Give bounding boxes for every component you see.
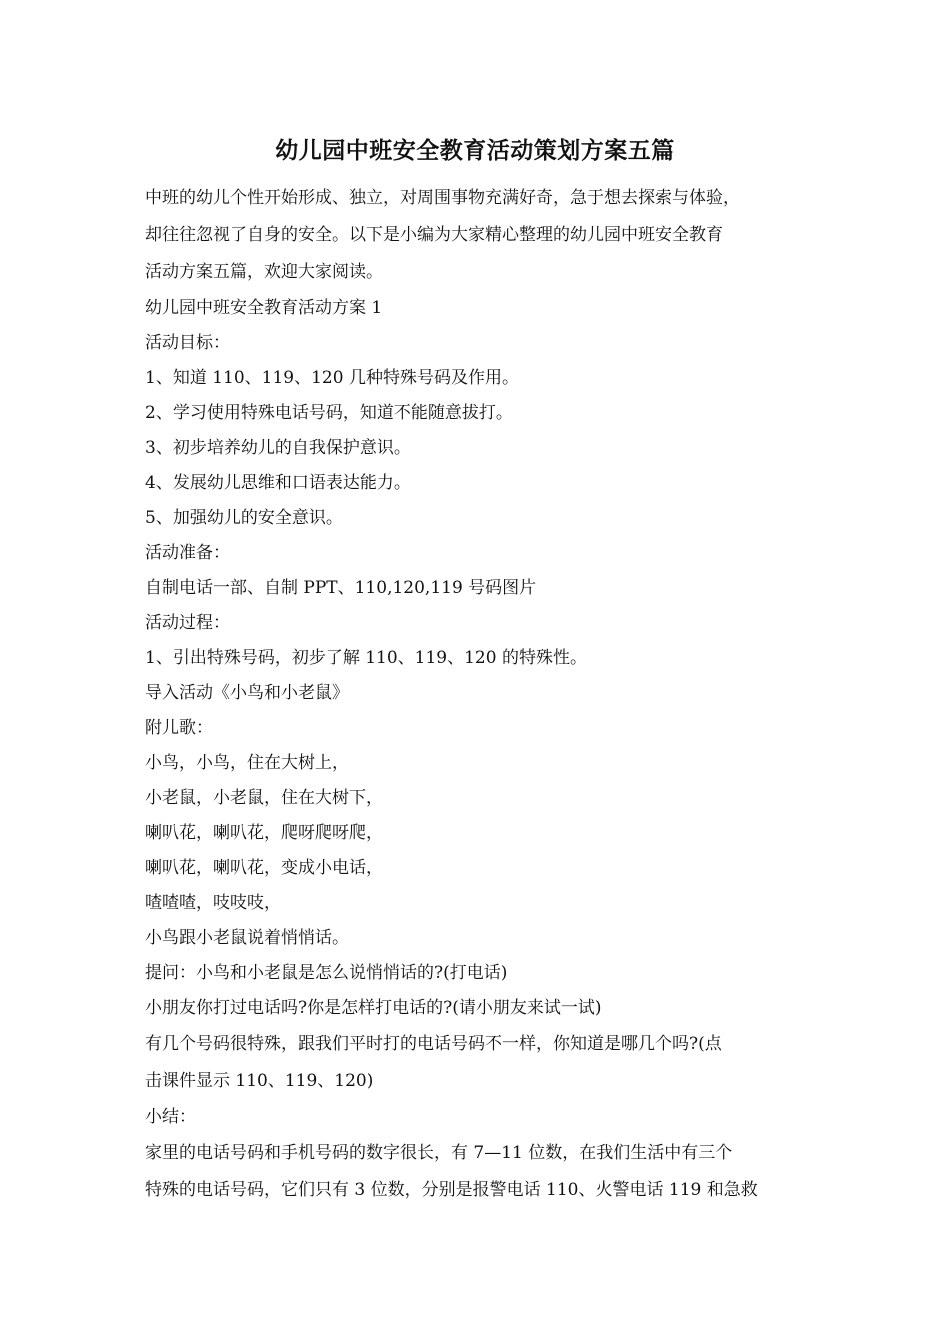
intro-activity: 导入活动《小鸟和小老鼠》 [145,683,349,703]
document-body [145,180,815,1209]
goal-item-1: 1、知道 110、119、120 几种特殊号码及作用。 [145,368,519,388]
song-line-1: 小鸟，小鸟，住在大树上， [145,753,349,773]
process-step-1: 1、引出特殊号码，初步了解 110、119、120 的特殊性。 [145,648,587,668]
preparation-label: 活动准备： [145,543,230,563]
song-label: 附儿歌： [145,718,213,738]
summary-label: 小结： [145,1107,196,1127]
goals-label: 活动目标： [145,333,230,353]
song-line-5: 喳喳喳，吱吱吱， [145,893,281,913]
question-3-line-2: 击课件显示 110、119、120) [145,1071,374,1091]
goal-item-2: 2、学习使用特殊电话号码，知道不能随意拔打。 [145,403,513,423]
question-2: 小朋友你打过电话吗?你是怎样打电话的?(请小朋友来试一试) [145,998,602,1018]
goal-item-3: 3、初步培养幼儿的自我保护意识。 [145,438,411,458]
song-line-2: 小老鼠，小老鼠，住在大树下， [145,788,383,808]
section-heading: 幼儿园中班安全教育活动方案 1 [145,298,383,318]
goal-item-4: 4、发展幼儿思维和口语表达能力。 [145,473,411,493]
process-label: 活动过程： [145,613,230,633]
goal-item-5: 5、加强幼儿的安全意识。 [145,508,343,528]
question-3-line-1: 有几个号码很特殊，跟我们平时打的电话号码不一样，你知道是哪几个吗?(点 [145,1034,722,1054]
song-line-3: 喇叭花，喇叭花，爬呀爬呀爬， [145,823,383,843]
document-title: 幼儿园中班安全教育活动策划方案五篇 [275,137,675,164]
preparation-text: 自制电话一部、自制 PPT、110,120,119 号码图片 [145,578,537,598]
summary-line-2: 特殊的电话号码，它们只有 3 位数，分别是报警电话 110、火警电话 119 和急救 [145,1180,758,1200]
question-1: 提问：小鸟和小老鼠是怎么说悄悄话的?(打电话) [145,963,508,983]
intro-line-3: 活动方案五篇，欢迎大家阅读。 [145,262,383,282]
song-line-4: 喇叭花，喇叭花，变成小电话， [145,858,383,878]
song-line-6: 小鸟跟小老鼠说着悄悄话。 [145,928,349,948]
intro-line-1: 中班的幼儿个性开始形成、独立，对周围事物充满好奇，急于想去探索与体验， [145,188,740,208]
intro-line-2: 却往往忽视了自身的安全。以下是小编为大家精心整理的幼儿园中班安全教育 [145,225,723,245]
summary-line-1: 家里的电话号码和手机号码的数字很长，有 7—11 位数，在我们生活中有三个 [145,1143,733,1163]
